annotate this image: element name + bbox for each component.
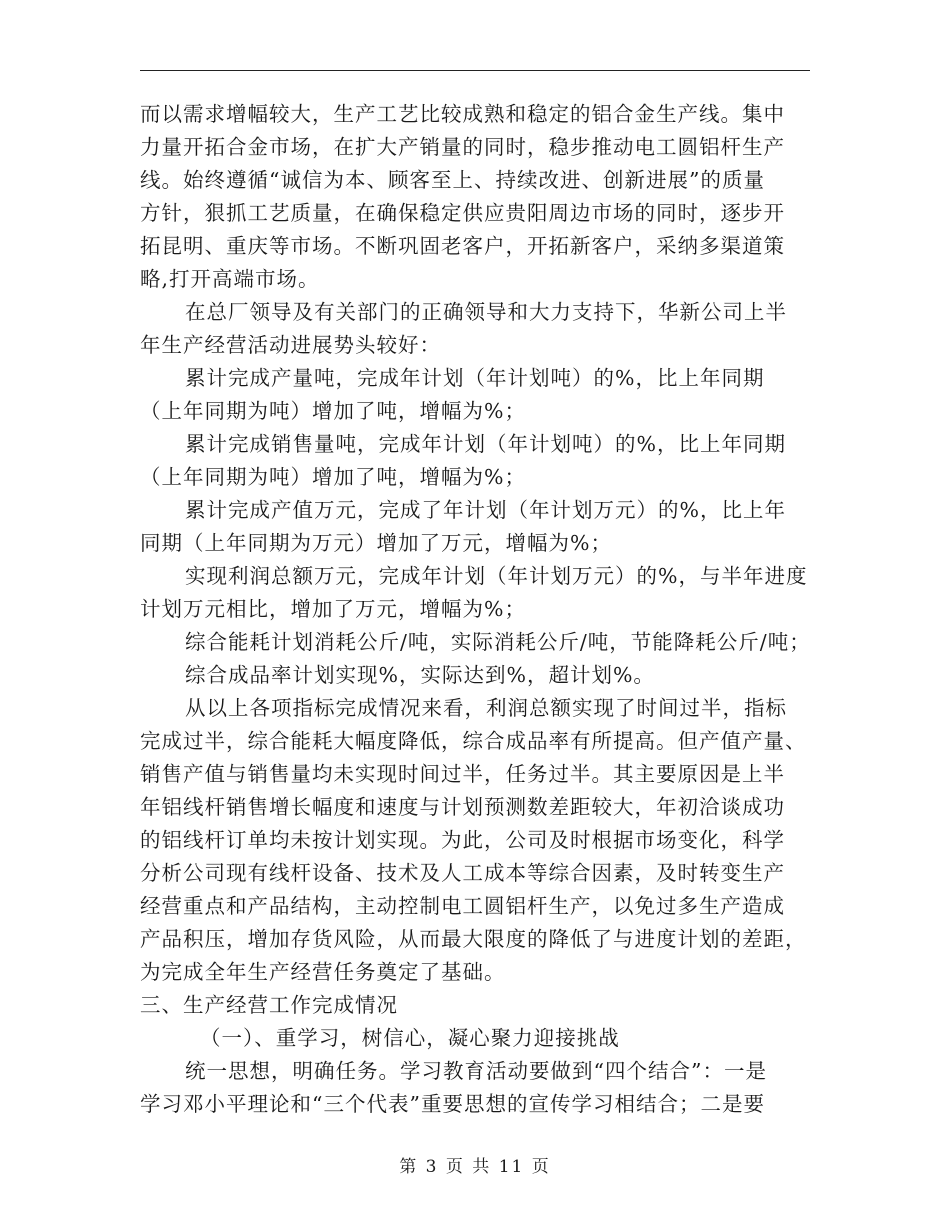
text-line: 计划万元相比，增加了万元，增幅为%；: [140, 597, 526, 621]
text-line: 线。始终遵循“诚信为本、顾客至上、持续改进、创新进展”的质量: [140, 168, 765, 192]
paragraph-first-line: 从以上各项指标完成情况来看，利润总额实现了时间过半，指标: [185, 696, 787, 720]
paragraph-first-line: 综合能耗计划消耗公斤/吨，实际消耗公斤/吨，节能降耗公斤/吨；: [185, 630, 811, 654]
text-line: 经营重点和产品结构，主动控制电工圆铝杆生产，以免过多生产造成: [140, 894, 785, 918]
text-line: 方针，狠抓工艺质量，在确保稳定供应贵阳周边市场的同时，逐步开: [140, 201, 785, 225]
text-line: 而以需求增幅较大，生产工艺比较成熟和稳定的铝合金生产线。集中: [140, 102, 785, 126]
paragraph-first-line: 累计完成产量吨，完成年计划（年计划吨）的%，比上年同期: [185, 366, 765, 390]
paragraph-first-line: 累计完成销售量吨，完成年计划（年计划吨）的%，比上年同期: [185, 432, 786, 456]
text-line: 年生产经营活动进展势头较好：: [140, 333, 441, 357]
text-line: 完成过半，综合能耗大幅度降低，综合成品率有所提高。但产值产量、: [140, 729, 807, 753]
text-line: 产品积压，增加存货风险，从而最大限度的降低了与进度计划的差距，: [140, 927, 807, 951]
header-rule: [140, 70, 810, 71]
text-line: 销售产值与销售量均未实现时间过半，任务过半。其主要原因是上半: [140, 762, 785, 786]
paragraph-first-line: 综合成品率计划实现%，实际达到%，超计划%。: [185, 663, 655, 687]
text-line: 分析公司现有线杆设备、技术及人工成本等综合因素，及时转变生产: [140, 861, 785, 885]
text-line: （上年同期为吨）增加了吨，增幅为%；: [140, 399, 526, 423]
document-body: [140, 98, 815, 1121]
subsection-heading: （一）、重学习，树信心，凝心聚力迎接挑战: [200, 1026, 620, 1050]
paragraph-first-line: 实现利润总额万元，完成年计划（年计划万元）的%，与半年进度: [185, 564, 808, 588]
page-number: 第 3 页 共 11 页: [399, 1157, 551, 1177]
paragraph-first-line: 累计完成产值万元，完成了年计划（年计划万元）的%，比上年: [185, 498, 786, 522]
text-line: 学习邓小平理论和“三个代表”重要思想的宣传学习相结合；二是要: [140, 1092, 765, 1116]
text-line: 年铝线杆销售增长幅度和速度与计划预测数差距较大，年初洽谈成功: [140, 795, 785, 819]
paragraph-first-line: 统一思想，明确任务。学习教育活动要做到“四个结合”：一是: [185, 1059, 767, 1083]
text-line: 为完成全年生产经营任务奠定了基础。: [140, 960, 506, 984]
text-line: 同期（上年同期为万元）增加了万元，增幅为%；: [140, 531, 612, 555]
text-line: 拓昆明、重庆等市场。不断巩固老客户，开拓新客户，采纳多渠道策: [140, 234, 785, 258]
text-line: 力量开拓合金市场，在扩大产销量的同时，稳步推动电工圆铝杆生产: [140, 135, 785, 159]
text-line: 的铝线杆订单均未按计划实现。为此，公司及时根据市场变化，科学: [140, 828, 785, 852]
paragraph-first-line: 在总厂领导及有关部门的正确领导和大力支持下，华新公司上半: [185, 300, 787, 324]
section-heading: 三、生产经营工作完成情况: [140, 993, 398, 1017]
text-line: （上年同期为吨）增加了吨，增幅为%；: [140, 465, 526, 489]
text-line: 略,打开高端市场。: [140, 267, 320, 291]
